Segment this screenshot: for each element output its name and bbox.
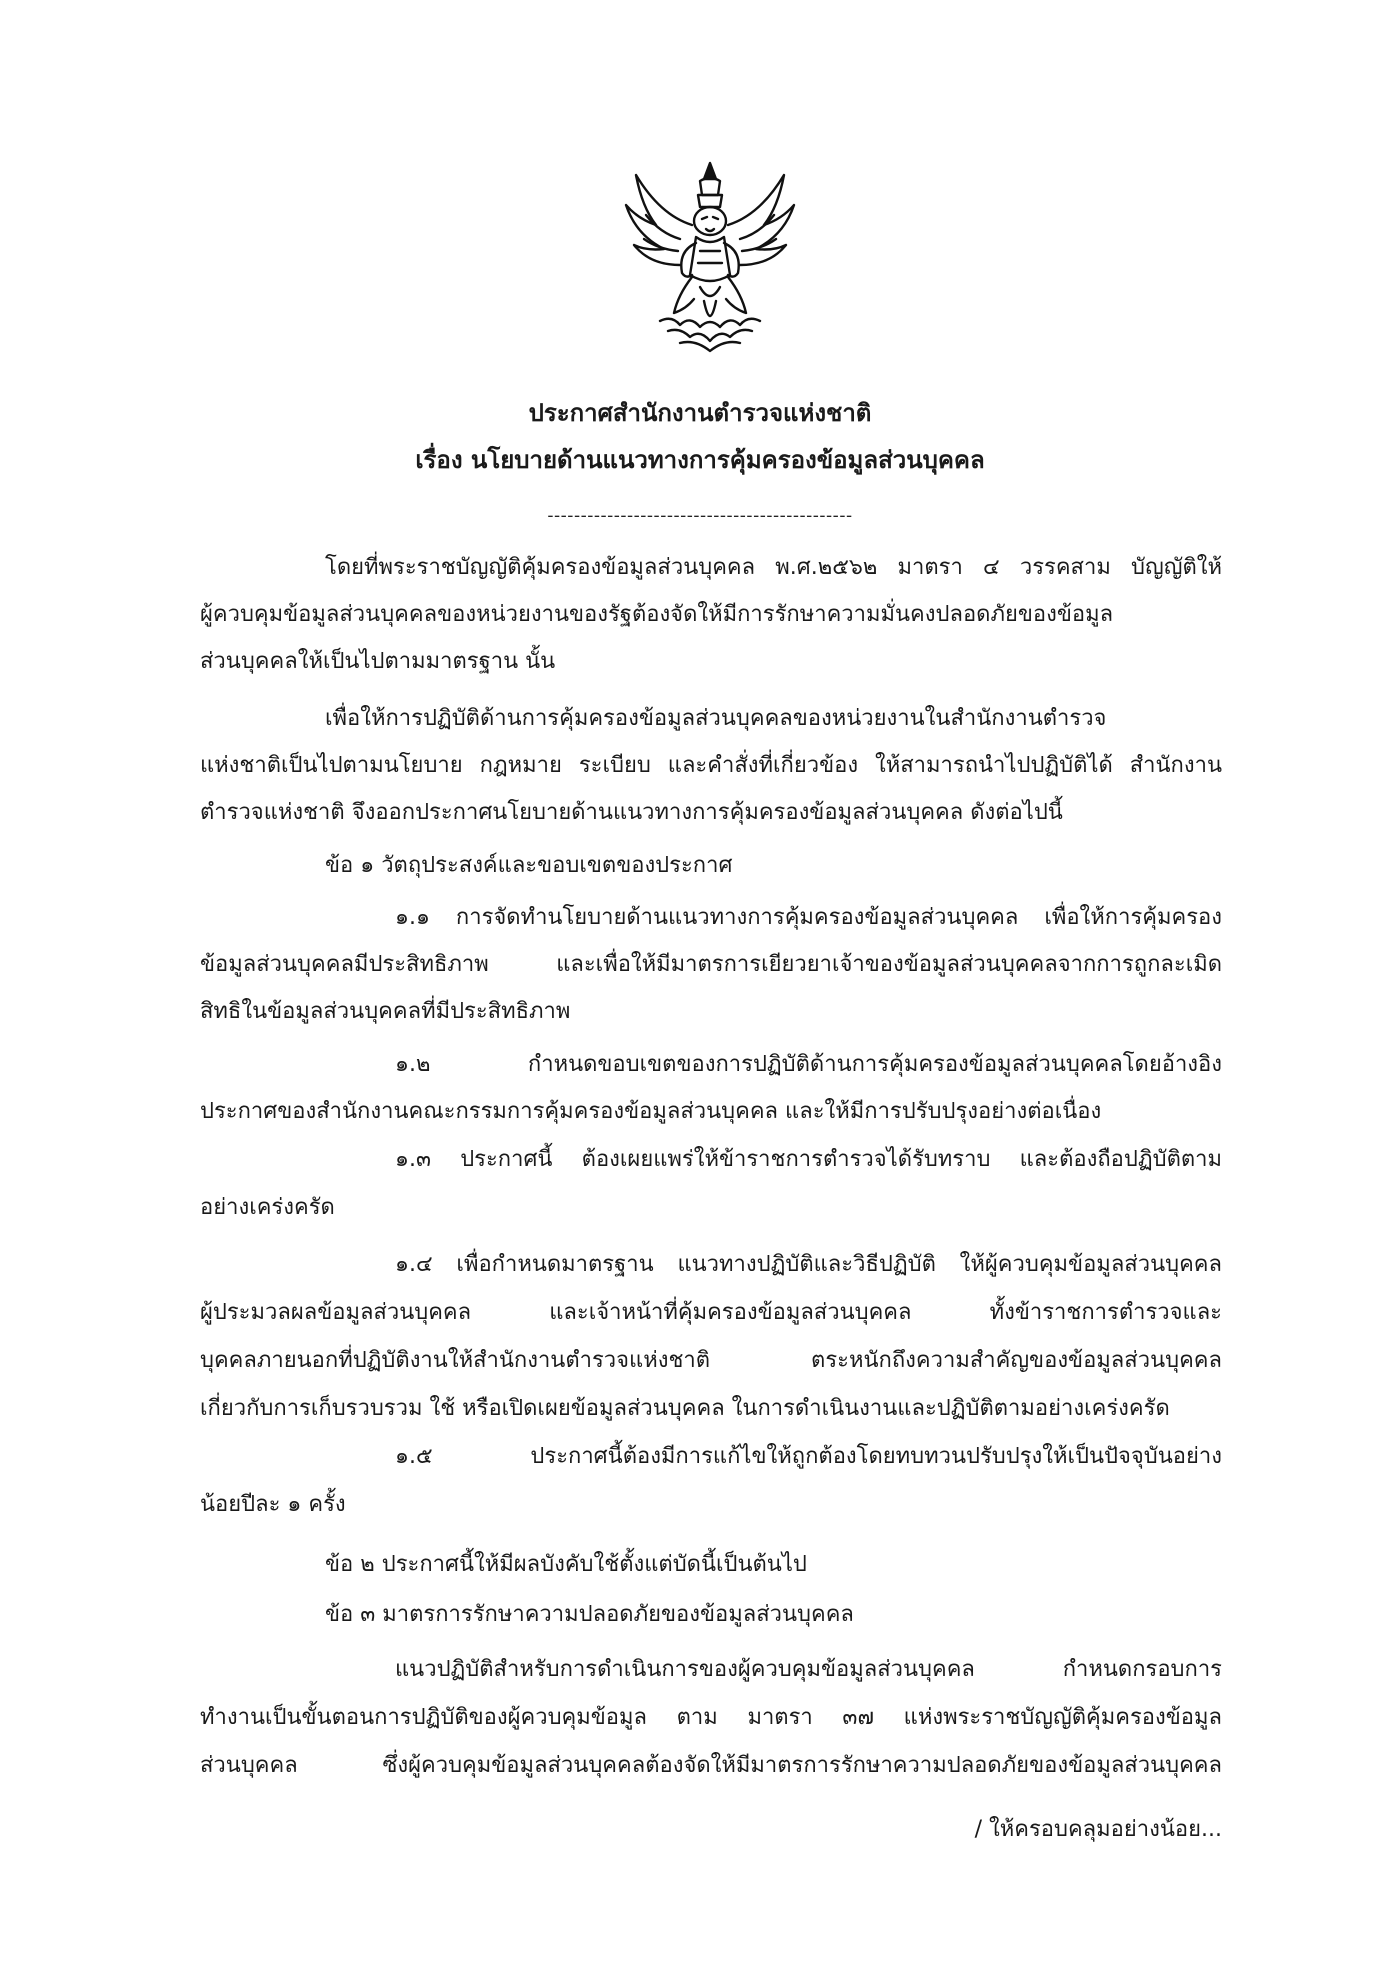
paragraph-line: ผู้ประมวลผลข้อมูลส่วนบุคคล และเจ้าหน้าที่คุ้มครองข้อมูลส่วนบุคคล ทั้งข้าราชการตำรวจและ [200, 1300, 1222, 1325]
paragraph-line: โดยที่พระราชบัญญัติคุ้มครองข้อมูลส่วนบุคคล พ.ศ.๒๕๖๒ มาตรา ๔ วรรคสาม บัญญัติให้ [325, 555, 1222, 580]
paragraph-line: แนวปฏิบัติสำหรับการดำเนินการของผู้ควบคุมข้อมูลส่วนบุคคล กำหนดกรอบการ [395, 1657, 1222, 1682]
paragraph-line: แห่งชาติเป็นไปตามนโยบาย กฎหมาย ระเบียบ และคำสั่งที่เกี่ยวข้อง ให้สามารถนำไปปฏิบัติได้ สำนักงาน [200, 753, 1222, 778]
title-divider: ---------------------------------------------- [547, 506, 853, 526]
page-continuation: / ให้ครอบคลุมอย่างน้อย... [974, 1817, 1222, 1842]
paragraph-line: ทำงานเป็นขั้นตอนการปฏิบัติของผู้ควบคุมข้อมูล ตาม มาตรา ๓๗ แห่งพระราชบัญญัติคุ้มครองข้อมูล [200, 1705, 1222, 1730]
paragraph-line: อย่างเคร่งครัด [200, 1195, 335, 1220]
paragraph-line: ประกาศของสำนักงานคณะกรรมการคุ้มครองข้อมูลส่วนบุคคล และให้มีการปรับปรุงอย่างต่อเนื่อง [200, 1099, 1102, 1124]
paragraph-line: ส่วนบุคคล ซึ่งผู้ควบคุมข้อมูลส่วนบุคคลต้องจัดให้มีมาตรการรักษาความปลอดภัยของข้อมูลส่วนบุคคล [200, 1753, 1222, 1778]
paragraph-line: น้อยปีละ ๑ ครั้ง [200, 1492, 346, 1517]
paragraph-line: เพื่อให้การปฏิบัติด้านการคุ้มครองข้อมูลส่วนบุคคลของหน่วยงานในสำนักงานตำรวจ [325, 706, 1107, 731]
paragraph-line: สิทธิในข้อมูลส่วนบุคคลที่มีประสิทธิภาพ [200, 999, 571, 1024]
paragraph-line: ข้อมูลส่วนบุคคลมีประสิทธิภาพ และเพื่อให้มีมาตรการเยียวยาเจ้าของข้อมูลส่วนบุคคลจากการถูกละเมิด [200, 952, 1222, 977]
section-heading: ข้อ ๒ ประกาศนี้ให้มีผลบังคับใช้ตั้งแต่บัดนี้เป็นต้นไป [325, 1552, 807, 1577]
document-title: ประกาศสำนักงานตำรวจแห่งชาติ [528, 399, 872, 427]
section-heading: ข้อ ๓ มาตรการรักษาความปลอดภัยของข้อมูลส่วนบุคคล [325, 1602, 854, 1627]
paragraph-line: ๑.๕ ประกาศนี้ต้องมีการแก้ไขให้ถูกต้องโดยทบทวนปรับปรุงให้เป็นปัจจุบันอย่าง [395, 1444, 1222, 1469]
document-subject: เรื่อง นโยบายด้านแนวทางการคุ้มครองข้อมูลส่วนบุคคล [415, 446, 985, 474]
paragraph-line: เกี่ยวกับการเก็บรวบรวม ใช้ หรือเปิดเผยข้อมูลส่วนบุคคล ในการดำเนินงานและปฏิบัติตามอย่างเคร่งครัด [200, 1396, 1170, 1421]
paragraph-line: ๑.๒ กำหนดขอบเขตของการปฏิบัติด้านการคุ้มครองข้อมูลส่วนบุคคลโดยอ้างอิง [395, 1052, 1222, 1077]
paragraph-line: ๑.๓ ประกาศนี้ ต้องเผยแพร่ให้ข้าราชการตำรวจได้รับทราบ และต้องถือปฏิบัติตาม [395, 1147, 1222, 1172]
garuda-emblem-icon [620, 155, 800, 355]
paragraph-line: บุคคลภายนอกที่ปฏิบัติงานให้สำนักงานตำรวจแห่งชาติ ตระหนักถึงความสำคัญของข้อมูลส่วนบุคคล [200, 1348, 1222, 1373]
paragraph-line: ผู้ควบคุมข้อมูลส่วนบุคคลของหน่วยงานของรัฐต้องจัดให้มีการรักษาความมั่นคงปลอดภัยของข้อมูล [200, 602, 1114, 627]
section-heading: ข้อ ๑ วัตถุประสงค์และขอบเขตของประกาศ [325, 853, 733, 878]
paragraph-line: ๑.๔ เพื่อกำหนดมาตรฐาน แนวทางปฏิบัติและวิธีปฏิบัติ ให้ผู้ควบคุมข้อมูลส่วนบุคคล [395, 1252, 1222, 1277]
paragraph-line: ส่วนบุคคลให้เป็นไปตามมาตรฐาน นั้น [200, 649, 556, 674]
paragraph-line: ตำรวจแห่งชาติ จึงออกประกาศนโยบายด้านแนวทางการคุ้มครองข้อมูลส่วนบุคคล ดังต่อไปนี้ [200, 800, 1063, 825]
paragraph-line: ๑.๑ การจัดทำนโยบายด้านแนวทางการคุ้มครองข้อมูลส่วนบุคคล เพื่อให้การคุ้มครอง [395, 905, 1222, 930]
